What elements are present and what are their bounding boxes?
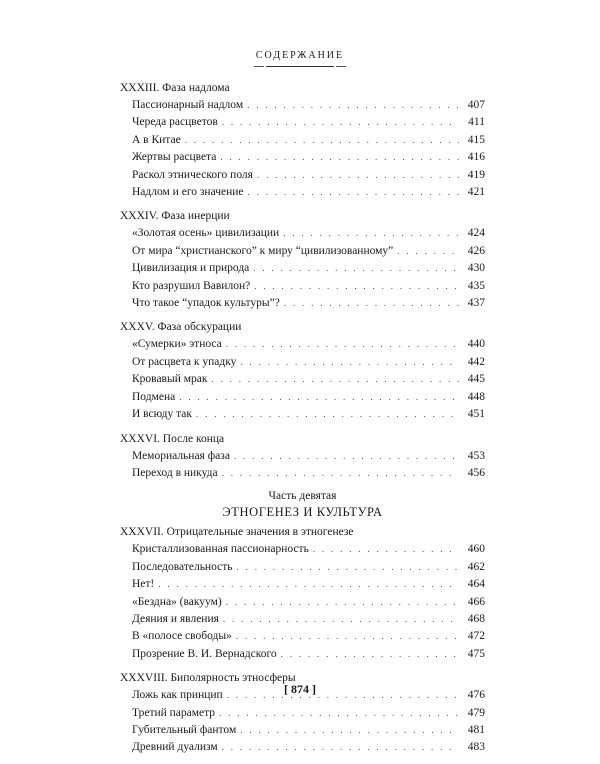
entry-title: Надлом и его значение <box>132 186 244 199</box>
entry-title: Жертвы расцвета <box>132 151 217 164</box>
toc-entry <box>120 406 485 423</box>
dot-leader <box>237 562 459 572</box>
entry-page-number: 445 <box>467 373 485 386</box>
running-header: СОДЕРЖАНИЕ <box>255 50 345 61</box>
entry-page-number: 437 <box>467 297 485 310</box>
chapter-title: XXXV. Фаза обскурации <box>120 321 242 334</box>
toc-entry <box>120 705 485 722</box>
toc-entry <box>120 541 485 558</box>
entry-page-number: 462 <box>467 560 485 573</box>
entry-page-number: 435 <box>467 279 485 292</box>
dot-leader <box>397 246 459 256</box>
part-title: ЭТНОГЕНЕЗ И КУЛЬТУРА <box>222 505 383 520</box>
entry-title: Древний дуализм <box>132 741 218 754</box>
toc-entry <box>120 594 485 611</box>
toc-chapter <box>120 208 485 312</box>
toc-entry <box>120 722 485 739</box>
entry-title: Череда расцветов <box>132 116 218 129</box>
toc-entry <box>120 132 485 149</box>
entry-page-number: 440 <box>467 338 485 351</box>
dot-leader <box>222 468 459 478</box>
toc-entry <box>120 448 485 465</box>
dot-leader <box>223 614 459 624</box>
entry-title: «Сумерки» этноса <box>132 338 222 351</box>
toc-chapter <box>120 431 485 483</box>
toc-entry <box>120 278 485 295</box>
entry-page-number: 460 <box>467 543 485 556</box>
chapter-title: XXXIV. Фаза инерции <box>120 210 230 223</box>
toc-entry <box>120 336 485 353</box>
entry-page-number: 466 <box>467 595 485 608</box>
entry-page-number: 448 <box>467 390 485 403</box>
toc-entry <box>120 611 485 628</box>
entry-title: От расцвета к упадку <box>132 355 237 368</box>
entry-title: Губительный фантом <box>132 723 237 736</box>
dot-leader <box>283 228 459 238</box>
toc-entry <box>120 295 485 312</box>
toc-entry <box>120 167 485 184</box>
header-ornament-rule <box>266 66 334 67</box>
entry-title: Деяния и явления <box>132 612 219 625</box>
entry-title: От мира “христианского” к миру “цивилизованному” <box>132 244 394 257</box>
entry-title: И всюду так <box>132 408 192 421</box>
dot-leader <box>158 579 459 589</box>
toc-section-before-part <box>120 80 485 482</box>
dot-leader <box>253 263 459 273</box>
toc-chapter <box>120 80 485 201</box>
dot-leader <box>234 451 459 461</box>
entry-page-number: 430 <box>467 262 485 275</box>
entry-title: Кто разрушил Вавилон? <box>132 279 251 292</box>
entry-title: Кровавый мрак <box>132 373 208 386</box>
entry-page-number: 456 <box>467 466 485 479</box>
entry-title: Ложь как принцип <box>132 689 223 702</box>
entry-title: Цивилизация и природа <box>132 262 250 275</box>
entry-title: Мемориальная фаза <box>132 449 230 462</box>
entry-page-number: 419 <box>467 168 485 181</box>
dot-leader <box>257 170 459 180</box>
toc-entry <box>120 243 485 260</box>
dot-leader <box>222 742 459 752</box>
entry-title: Нет! <box>132 578 155 591</box>
toc-entry <box>120 465 485 482</box>
dot-leader <box>240 357 459 367</box>
toc-entry <box>120 389 485 406</box>
toc-entry <box>120 149 485 166</box>
entry-title: Кристаллизованная пассионарность <box>132 543 309 556</box>
dot-leader <box>226 339 459 349</box>
toc-entry <box>120 114 485 131</box>
entry-page-number: 481 <box>467 723 485 736</box>
chapter-title: XXXVIII. Биполярность этносферы <box>120 672 296 685</box>
part-label: Часть девятая <box>268 490 337 503</box>
toc-entry <box>120 559 485 576</box>
entry-page-number: 407 <box>467 99 485 111</box>
entry-title: Третий параметр <box>132 706 216 719</box>
dot-leader <box>313 544 459 554</box>
dot-leader <box>219 708 459 718</box>
dot-leader <box>185 135 459 145</box>
entry-page-number: 442 <box>467 355 485 368</box>
dot-leader <box>281 649 459 659</box>
toc-entry <box>120 371 485 388</box>
entry-title: Последовательность <box>132 560 233 573</box>
toc-chapter <box>120 524 485 663</box>
entry-page-number: 416 <box>467 151 485 164</box>
entry-title: «Золотая осень» цивилизации <box>132 227 280 240</box>
dot-leader <box>254 281 459 291</box>
entry-title: Прозрение В. И. Вернадского <box>132 647 277 660</box>
dot-leader <box>196 409 459 419</box>
entry-page-number: 479 <box>467 706 485 719</box>
toc-entry <box>120 97 485 114</box>
toc-entry <box>120 354 485 371</box>
entry-page-number: 472 <box>467 630 485 643</box>
dot-leader <box>248 187 459 197</box>
entry-page-number: 453 <box>467 449 485 462</box>
toc-entry <box>120 646 485 663</box>
entry-page-number: 424 <box>467 227 485 240</box>
entry-title: Что такое “упадок культуры”? <box>132 297 280 310</box>
toc-entry <box>120 628 485 645</box>
dot-leader <box>211 374 459 384</box>
dot-leader <box>284 298 459 308</box>
entry-page-number: 483 <box>467 741 485 754</box>
entry-page-number: 421 <box>467 186 485 199</box>
toc-entry <box>120 260 485 277</box>
entry-page-number: 468 <box>467 612 485 625</box>
page-number: [ 874 ] <box>284 682 316 696</box>
dot-leader <box>247 100 459 110</box>
toc-section-after-part <box>120 524 485 756</box>
entry-page-number: 475 <box>467 647 485 660</box>
entry-page-number: 451 <box>467 408 485 421</box>
entry-title: Пассионарный надлом <box>132 99 244 111</box>
dot-leader <box>222 117 459 127</box>
toc-entry <box>120 184 485 201</box>
entry-title: Переход в никуда <box>132 466 218 479</box>
toc-entry <box>120 576 485 593</box>
entry-title: А в Китае <box>132 133 181 146</box>
chapter-title: XXXIII. Фаза надлома <box>120 82 230 94</box>
chapter-title: XXXVII. Отрицательные значения в этногенезе <box>120 526 354 539</box>
toc-chapter <box>120 319 485 423</box>
chapter-title: XXXVI. После конца <box>120 432 225 445</box>
entry-page-number: 464 <box>467 578 485 591</box>
toc-entry <box>120 225 485 242</box>
entry-page-number: 476 <box>467 689 485 702</box>
entry-title: Подмена <box>132 390 176 403</box>
dot-leader <box>226 597 459 607</box>
entry-title: Раскол этнического поля <box>132 168 253 181</box>
toc-entry <box>120 739 485 756</box>
dot-leader <box>179 392 459 402</box>
entry-page-number: 426 <box>467 244 485 257</box>
entry-page-number: 411 <box>468 116 485 129</box>
entry-page-number: 415 <box>467 133 485 146</box>
entry-title: В «полосе свободы» <box>132 630 232 643</box>
part-heading <box>120 489 485 520</box>
entry-title: «Бездна» (вакуум) <box>132 595 222 608</box>
table-of-contents <box>120 80 485 764</box>
dot-leader <box>240 725 459 735</box>
dot-leader <box>220 152 459 162</box>
dot-leader <box>236 631 459 641</box>
